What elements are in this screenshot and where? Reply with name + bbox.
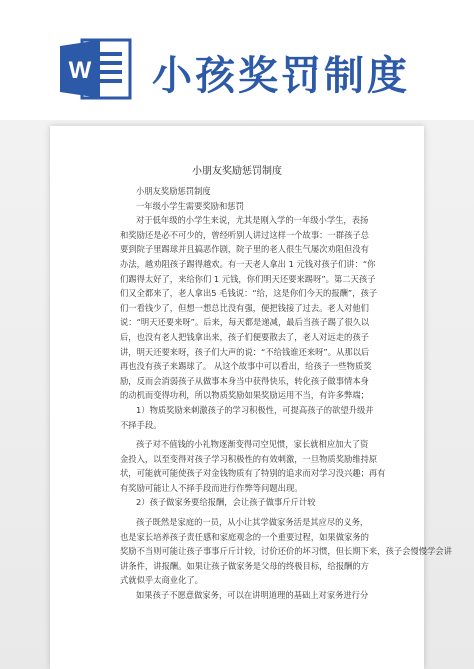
paragraph-line: 如果孩子不愿意做家务，可以在讲明道理的基础上对家务进行分	[136, 590, 369, 601]
paragraph-line: 小朋友奖励惩罚制度	[136, 186, 211, 196]
paragraph-line: 们一看钱少了，但想一想总比没有强，便把钱接了过去。老人对他们	[120, 302, 369, 313]
page-title: 小孩奖罚制度	[152, 53, 410, 99]
paragraph-line: 们又全都来了，老人拿出5 毛钱说：“给，这是你们今天的报酬”，孩子	[120, 288, 378, 299]
paragraph-line: 也是家长培养孩子责任感和家庭观念的一个重要过程，如果做家务的	[120, 531, 369, 542]
paragraph-line: 再也没有孩子来踢球了。 从这个故事中可以看出，给孩子一些物质奖	[120, 361, 372, 372]
word-logo-letter: W	[68, 57, 92, 84]
header-banner	[0, 0, 474, 120]
paragraph-line: 2）孩子做家务要给报酬，会让孩子做事斤斤计较	[136, 497, 316, 508]
paragraph-line: 对于低年级的小学生来说，尤其是刚入学的一年级小学生，表扬	[136, 215, 369, 226]
paragraph-line: 孩子对不值钱的小礼物逐渐变得司空见惯，家长就相应加大了资	[136, 439, 369, 450]
paragraph-line: 孩子既然是家庭的一员，从小让其学做家务活是其应尽的义务，	[136, 517, 369, 528]
paragraph-line: 励，反而会消弱孩子从做事本身当中获得快乐，转化孩子做事情本身	[120, 375, 369, 386]
paragraph-line: 讲条件，讲报酬。如果让孩子做家务是父母的终极目标，给报酬的方	[120, 560, 369, 571]
document-page-content	[62, 126, 452, 669]
paragraph-line: 奖励不当则可能让孩子事事斤斤计较，讨价还价的坏习惯，但长期下来，孩子会慢慢学会讲	[120, 546, 452, 557]
paragraph-line: 金投入，以至变得对孩子学习积极性的有效刺激，一旦物质奖励维持原	[120, 453, 378, 464]
paragraph-line: 状，可能就可能使孩子对金钱物质有了特别的追求而对学习没兴趣；再有	[120, 468, 386, 479]
paragraph-line: 一年级小学生需要奖励和惩罚	[136, 200, 244, 211]
paragraph-line: 和奖励还是必不可少的，曾经听别人讲过这样一个故事：一群孩子总	[120, 229, 369, 240]
paragraph-line: 后，也没有老人把钱拿出来，孩子们便要散去了，老人对远走的孩子	[120, 331, 369, 342]
document-body	[120, 184, 452, 603]
paragraph-line: 办法，越劝阻孩子踢得越欢。有一天老人拿出 1 元钱对孩子们讲：“你	[120, 258, 376, 269]
paragraph-line: 有奖励可能让人不择手段而进行作弊等问题出现。	[120, 482, 303, 493]
paragraph-line: 说：“明天还要来呀”。后来，每天都是递减，最后当孩子踢了很久以	[120, 317, 370, 328]
paragraph-line: 讲，明天还要来呀，孩子们大声的说：“不给钱谁还来呀”。从那以后	[120, 346, 370, 357]
paragraph-line: 要到院子里踢球并且搞恶作剧，院子里的老人很生气屡次劝阻但没有	[120, 244, 369, 255]
paragraph-line: 式就似乎太商业化了。	[120, 575, 203, 586]
word-document-icon	[60, 38, 132, 100]
paragraph-line: 不择手段。	[120, 419, 162, 430]
paragraph-line: 1）物质奖励来刺激孩子的学习积极性，可提高孩子的欲望升级并	[136, 404, 374, 415]
paragraph-line: 们踢得太好了，来给你们 1 元钱，你们明天还要来踢呀”。第二天孩子	[120, 273, 376, 284]
document-title: 小朋友奖励惩罚制度	[192, 166, 282, 177]
paragraph-line: 的动机而变得功利，所以物质奖励如果奖励运用不当，有许多弊端；	[120, 390, 369, 401]
